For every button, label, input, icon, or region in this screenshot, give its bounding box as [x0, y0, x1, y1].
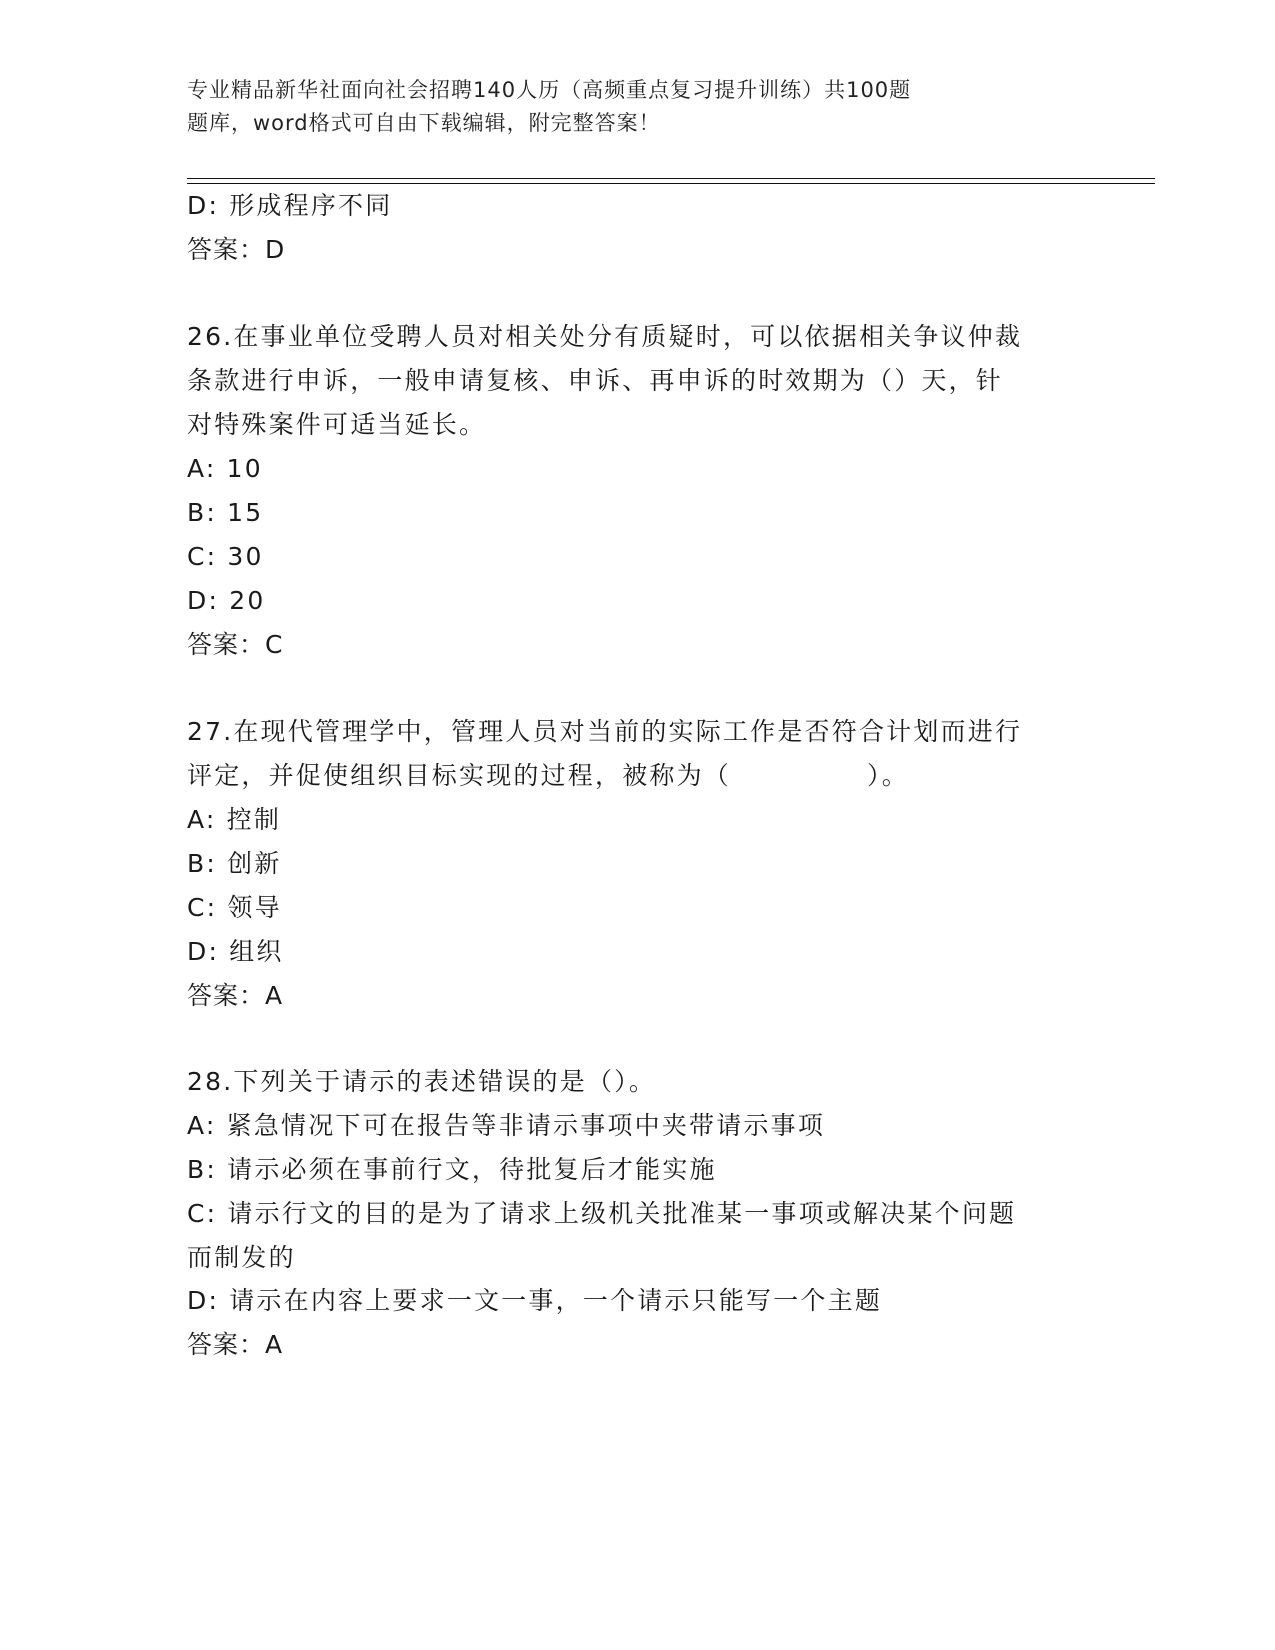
header-divider-bottom [187, 183, 1155, 184]
question-26-option-d: D: 20 [187, 586, 266, 615]
header-line-1: 专业精品新华社面向社会招聘140人历（高频重点复习提升训练）共100题 [187, 78, 912, 102]
question-28-option-d: D: 请示在内容上要求一文一事，一个请示只能写一个主题 [187, 1286, 883, 1315]
question-28-option-b: B: 请示必须在事前行文，待批复后才能实施 [187, 1155, 717, 1184]
question-26-stem: 条款进行申诉，一般申请复核、申诉、再申诉的时效期为（）天，针 [187, 366, 1004, 395]
question-28-stem: 28.下列关于请示的表述错误的是（）。 [187, 1067, 657, 1096]
question-28-answer: 答案：A [187, 1330, 284, 1359]
question-27-option-b: B: 创新 [187, 849, 282, 878]
question-26-option-c: C: 30 [187, 542, 264, 571]
header-divider-top [187, 178, 1155, 179]
answer-line: 答案：D [187, 235, 286, 264]
question-26-answer: 答案：C [187, 630, 284, 659]
question-27-option-c: C: 领导 [187, 893, 282, 922]
question-27-stem: 评定，并促使组织目标实现的过程，被称为（ ）。 [187, 761, 909, 790]
question-28-option-c-continued: 而制发的 [187, 1243, 296, 1272]
option-d: D: 形成程序不同 [187, 191, 393, 220]
document-header [187, 74, 1047, 140]
question-27-option-d: D: 组织 [187, 937, 284, 966]
question-28-option-a: A: 紧急情况下可在报告等非请示事项中夹带请示事项 [187, 1111, 826, 1140]
question-26-stem: 对特殊案件可适当延长。 [187, 410, 487, 439]
question-27-option-a: A: 控制 [187, 805, 282, 834]
question-26-option-a: A: 10 [187, 454, 263, 483]
question-26-option-b: B: 15 [187, 498, 264, 527]
question-28-option-c: C: 请示行文的目的是为了请求上级机关批准某一事项或解决某个问题 [187, 1199, 1017, 1228]
header-line-2: 题库，word格式可自由下载编辑，附完整答案！ [187, 111, 661, 135]
question-26-stem: 26.在事业单位受聘人员对相关处分有质疑时，可以依据相关争议仲裁 [187, 322, 1023, 351]
question-27-answer: 答案：A [187, 981, 284, 1010]
question-27-stem: 27.在现代管理学中，管理人员对当前的实际工作是否符合计划而进行 [187, 717, 1023, 746]
